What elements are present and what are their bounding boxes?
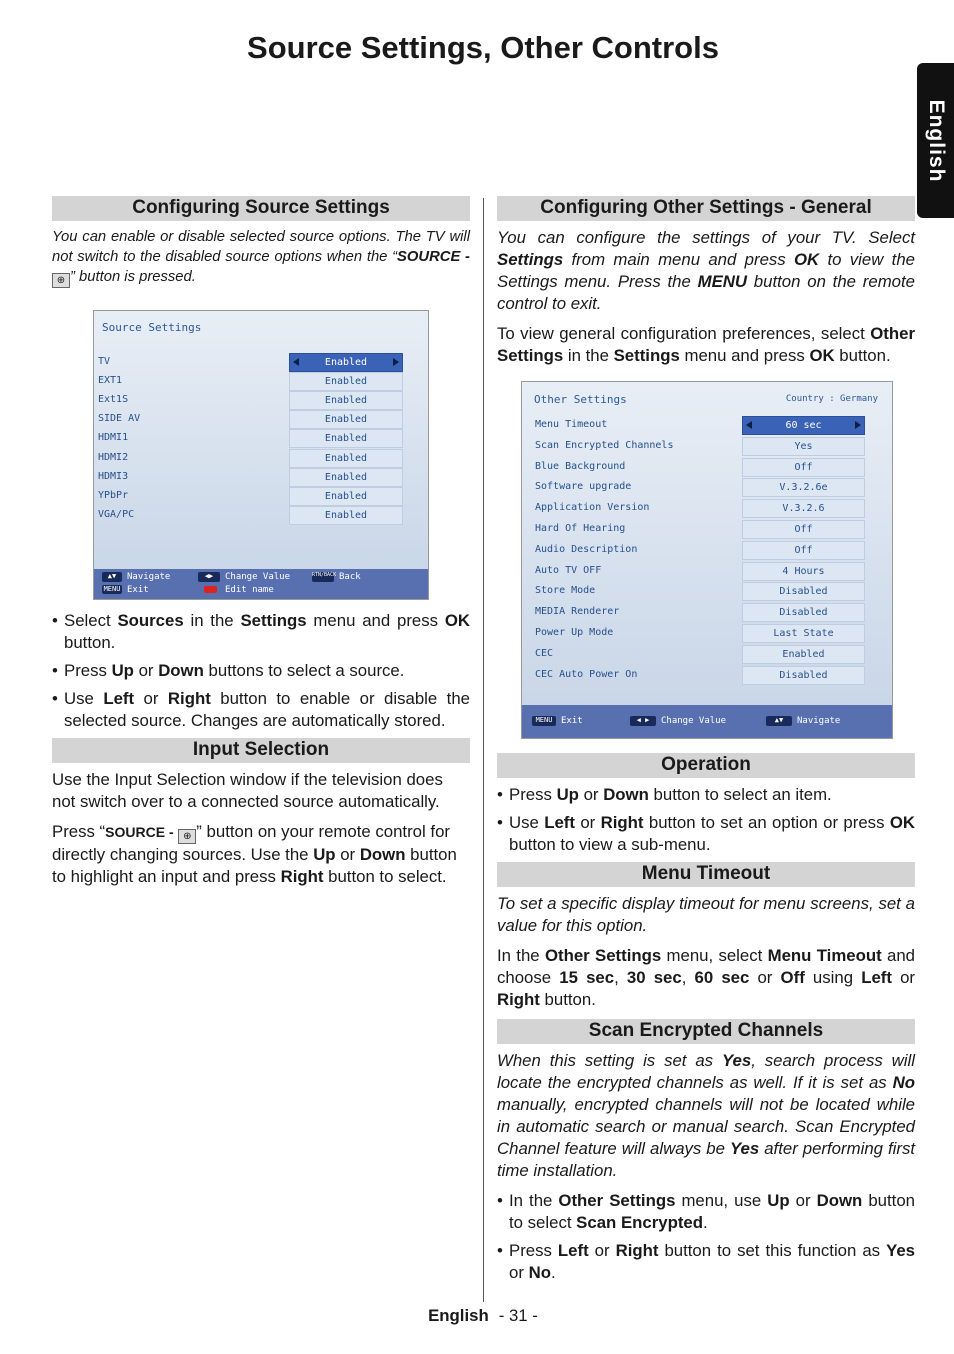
menu-row[interactable] — [522, 562, 892, 580]
screen-title: Other Settings — [534, 393, 627, 406]
input-selection-press: Press “SOURCE - ⊕ ” button on your remote control for directly changing sources. Use the Up or Down button to highlight an input and press Right button to select. — [52, 822, 457, 886]
list-item: • In the Other Settings menu, use Up or Down button to select Scan Encrypted. — [497, 1190, 915, 1234]
menu-row[interactable] — [94, 410, 428, 428]
menu-row[interactable] — [94, 468, 428, 486]
menu-row-value[interactable]: Enabled — [289, 487, 403, 506]
menu-row-value[interactable]: Yes — [742, 437, 865, 456]
menu-row[interactable] — [522, 666, 892, 684]
page-title: Source Settings, Other Controls — [247, 30, 719, 65]
menu-row[interactable] — [522, 520, 892, 538]
menu-row-label: TV — [98, 356, 111, 367]
left-right-key: ◀▶ — [198, 572, 220, 582]
menu-row-label: MEDIA Renderer — [535, 606, 620, 618]
menu-row-value[interactable]: Enabled — [289, 506, 403, 525]
menu-row-value[interactable]: Off — [742, 541, 865, 560]
list-item: • Use Left or Right button to set an option or press OK button to view a sub-menu. — [497, 812, 915, 856]
source-settings-intro: You can enable or disable selected source options. The TV will not switch to the disabled source options when the “SOURCE - ⊕ ” button is pressed. — [52, 229, 470, 286]
menu-row-value[interactable]: Enabled — [289, 468, 403, 487]
source-settings-screen — [93, 310, 429, 600]
screen-footer: ▲▼ Navigate MENU Exit ◀▶ Change Value Edit name RTN/BACK Back — [94, 569, 428, 599]
input-selection-text: Use the Input Selection window if the television does not switch over to a connected source automatically. — [52, 770, 443, 811]
language-tab: English — [917, 63, 954, 218]
menu-row-value[interactable]: V.3.2.6e — [742, 478, 865, 497]
menu-key: MENU — [103, 585, 121, 593]
menu-row-label: Ext1S — [98, 394, 129, 406]
menu-row-label: SIDE AV — [98, 413, 141, 425]
section-header-scan-encrypted: Scan Encrypted Channels — [497, 1019, 915, 1044]
menu-row-label: Scan Encrypted Channels — [535, 439, 674, 451]
navigate-key: ▲▼ — [766, 716, 792, 726]
menu-row-value[interactable]: Enabled — [289, 372, 403, 391]
menu-row-value[interactable]: Disabled — [742, 603, 865, 622]
scan-encrypted-intro: When this setting is set as Yes, search process will locate the encrypted channels as well. If it is set as No manually, encrypted channels will not be located while in automatic search or manual search. Scan Encrypted Channel feature will always be Yes after performing first time installation. — [497, 1051, 916, 1180]
menu-row-label: CEC Auto Power On — [535, 668, 638, 680]
menu-row-label: CEC — [535, 647, 554, 659]
operation-steps — [497, 784, 915, 856]
menu-row-value[interactable]: Enabled — [742, 645, 865, 664]
menu-row-value[interactable]: Enabled — [289, 410, 403, 429]
menu-row[interactable] — [94, 391, 428, 409]
menu-row[interactable] — [522, 645, 892, 663]
menu-row-value[interactable]: Enabled — [289, 429, 403, 448]
menu-row-value[interactable]: Off — [742, 520, 865, 539]
section-header-source-settings: Configuring Source Settings — [52, 196, 470, 221]
menu-row-value[interactable]: Disabled — [742, 666, 865, 685]
menu-row[interactable] — [94, 506, 428, 524]
section-header-other-settings: Configuring Other Settings - General — [497, 196, 915, 221]
menu-timeout-text: In the Other Settings menu, select Menu Timeout and choose 15 sec, 30 sec, 60 sec or Off using Left or Right button. — [497, 946, 916, 1009]
red-key — [204, 586, 217, 593]
navigate-key: ▲▼ — [102, 572, 122, 582]
back-key: RTN/BACK — [312, 572, 334, 582]
menu-row-label: HDMI1 — [98, 432, 129, 444]
menu-row[interactable] — [522, 437, 892, 455]
menu-row-label: HDMI2 — [98, 451, 129, 463]
menu-row[interactable] — [522, 582, 892, 600]
menu-row-label: YPbPr — [98, 489, 129, 501]
menu-key: MENU — [532, 716, 556, 726]
other-settings-intro: You can configure the settings of your TV. Select Settings from main menu and press OK to view the Settings menu. Press the MENU button on the remote control to exit. — [497, 228, 916, 313]
list-item: • Use Left or Right button to enable or disable the selected source. Changes are automatically stored. — [52, 688, 470, 732]
menu-row[interactable] — [94, 449, 428, 467]
other-settings-view: To view general configuration preferences, select Other Settings in the Settings menu and press OK button. — [497, 324, 915, 365]
menu-row-value[interactable]: Enabled — [289, 449, 403, 468]
section-header-menu-timeout: Menu Timeout — [497, 862, 915, 887]
left-right-key: ◀ ▶ — [630, 716, 656, 726]
menu-row[interactable] — [94, 353, 428, 371]
menu-row[interactable] — [522, 603, 892, 621]
section-header-input-selection: Input Selection — [52, 738, 470, 763]
menu-row[interactable] — [94, 372, 428, 390]
menu-row-label: VGA/PC — [98, 508, 135, 520]
menu-row-label: Audio Description — [535, 543, 638, 555]
menu-row[interactable] — [94, 429, 428, 447]
source-settings-steps — [52, 610, 470, 732]
menu-row-value[interactable]: V.3.2.6 — [742, 499, 865, 518]
other-settings-screen — [521, 381, 893, 739]
arrow-left-icon — [293, 358, 299, 366]
menu-row-label: Blue Background — [535, 460, 626, 472]
column-divider — [483, 198, 484, 1302]
source-icon: ⊕ — [52, 273, 70, 288]
menu-row-value[interactable]: Last State — [742, 624, 865, 643]
arrow-left-icon — [746, 421, 752, 429]
menu-row-value[interactable]: Off — [742, 458, 865, 477]
menu-row-label: Auto TV OFF — [535, 564, 602, 576]
right-column — [497, 196, 915, 1290]
arrow-right-icon — [393, 358, 399, 366]
section-header-operation: Operation — [497, 753, 915, 778]
arrow-right-icon — [855, 421, 861, 429]
list-item: • Press Left or Right button to set this function as Yes or No. — [497, 1240, 915, 1284]
list-item: • Press Up or Down buttons to select a source. — [52, 660, 470, 682]
menu-row-label: Hard Of Hearing — [535, 523, 626, 534]
source-icon: ⊕ — [178, 829, 196, 844]
menu-timeout-intro: To set a specific display timeout for menu screens, set a value for this option. — [497, 894, 915, 935]
left-column — [52, 196, 470, 896]
menu-row-value[interactable]: Enabled — [289, 353, 403, 372]
menu-row[interactable] — [522, 416, 892, 434]
scan-encrypted-steps — [497, 1190, 915, 1284]
menu-row-value[interactable]: 4 Hours — [742, 562, 865, 581]
menu-row-label: EXT1 — [98, 375, 123, 387]
menu-row[interactable] — [522, 478, 892, 496]
screen-title: Source Settings — [102, 321, 202, 334]
menu-row-label: Power Up Mode — [535, 627, 614, 638]
menu-row[interactable] — [522, 458, 892, 476]
menu-row[interactable] — [522, 624, 892, 642]
menu-row-label: Software upgrade — [535, 481, 632, 493]
screen-footer: MENU Exit ◀ ▶ Change Value ▲▼ Navigate — [522, 705, 892, 738]
menu-row-value[interactable]: Disabled — [742, 582, 865, 601]
menu-row-label: Application Version — [535, 502, 650, 514]
page-footer: English - 31 - — [428, 1306, 538, 1325]
menu-row[interactable] — [522, 541, 892, 559]
menu-row[interactable] — [94, 487, 428, 505]
menu-row-value[interactable]: Enabled — [289, 391, 403, 410]
list-item: • Press Up or Down button to select an item. — [497, 784, 915, 806]
menu-row-label: Menu Timeout — [535, 419, 608, 430]
country-label: Country : Germany — [785, 394, 878, 404]
menu-row-label: HDMI3 — [98, 470, 129, 482]
list-item: • Select Sources in the Settings menu and press OK button. — [52, 610, 470, 654]
menu-row[interactable] — [522, 499, 892, 517]
menu-row-value[interactable]: 60 sec — [742, 416, 865, 435]
menu-row-label: Store Mode — [535, 585, 596, 597]
